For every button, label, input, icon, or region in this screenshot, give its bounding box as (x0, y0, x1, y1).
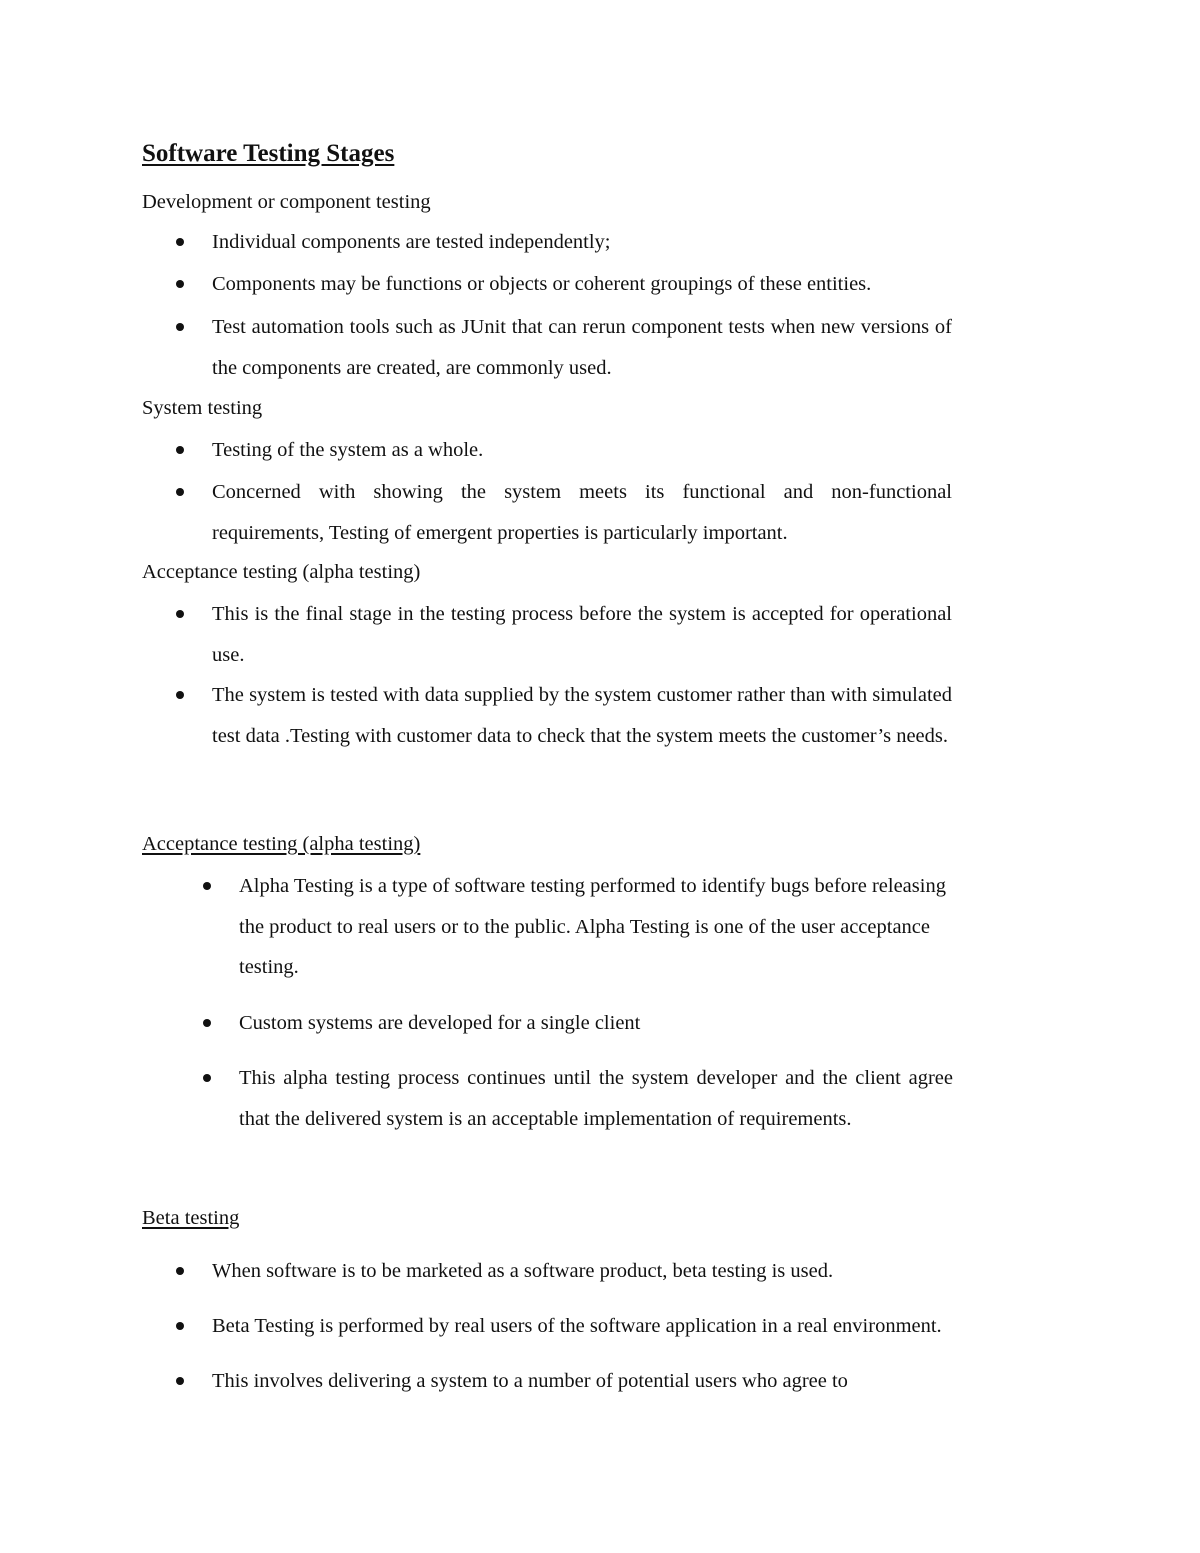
list-item-text: Beta Testing is performed by real users of the software application in a real environment. (212, 1315, 942, 1337)
list-item-text: Individual components are tested independently; (212, 231, 611, 253)
list-item-text: Concerned with showing the system meets its functional and non-functional requirements, Testing of emergent properties is particularly important. (212, 481, 952, 544)
section-heading-beta: Beta testing (142, 1207, 240, 1229)
list-item-text: Components may be functions or objects or coherent groupings of these entities. (212, 273, 872, 295)
section-heading-alpha: Acceptance testing (alpha testing) (142, 833, 421, 855)
list-item (212, 430, 952, 471)
list-item-text: The system is tested with data supplied by the system customer rather than with simulated test data .Testing with customer data to check that the system meets the customer’s needs. (212, 684, 952, 747)
bullet-icon (203, 1019, 211, 1027)
bullet-icon (176, 280, 184, 288)
list-item (239, 866, 953, 988)
list-item (239, 1058, 953, 1139)
bullet-icon (203, 1074, 211, 1082)
list-item (212, 472, 952, 553)
page-title: Software Testing Stages (142, 140, 395, 167)
list-item-text: Custom systems are developed for a single client (239, 1012, 641, 1034)
list-item-text: This alpha testing process continues until the system developer and the client agree that the delivered system is an acceptable implementation of requirements. (239, 1067, 953, 1130)
section-heading-system: System testing (142, 397, 263, 419)
list-item (212, 594, 952, 675)
bullet-icon (176, 488, 184, 496)
list-item (212, 307, 952, 388)
bullet-icon (176, 1267, 184, 1275)
list-item-text: This is the final stage in the testing process before the system is accepted for operational use. (212, 603, 952, 666)
list-item-text: Testing of the system as a whole. (212, 439, 484, 461)
list-item-text: This involves delivering a system to a number of potential users who agree to (212, 1370, 848, 1392)
bullet-icon (176, 238, 184, 246)
list-item-text: Test automation tools such as JUnit that can rerun component tests when new versions of the components are created, are commonly used. (212, 316, 952, 379)
bullet-icon (176, 323, 184, 331)
list-item (212, 1306, 1092, 1347)
section-heading-development: Development or component testing (142, 191, 431, 213)
list-item-text: Alpha Testing is a type of software testing performed to identify bugs before releasing the product to real users or to the public. Alpha Testing is one of the user acceptance testing. (239, 875, 946, 978)
bullet-icon (176, 610, 184, 618)
list-item (212, 222, 952, 263)
list-item (212, 675, 952, 756)
bullet-icon (176, 1377, 184, 1385)
bullet-icon (203, 882, 211, 890)
bullet-icon (176, 1322, 184, 1330)
list-item (212, 1251, 972, 1292)
bullet-icon (176, 446, 184, 454)
bullet-icon (176, 691, 184, 699)
list-item (212, 264, 972, 305)
section-heading-acceptance: Acceptance testing (alpha testing) (142, 561, 421, 583)
list-item (239, 1003, 953, 1044)
list-item (212, 1361, 972, 1402)
list-item-text: When software is to be marketed as a software product, beta testing is used. (212, 1260, 834, 1282)
